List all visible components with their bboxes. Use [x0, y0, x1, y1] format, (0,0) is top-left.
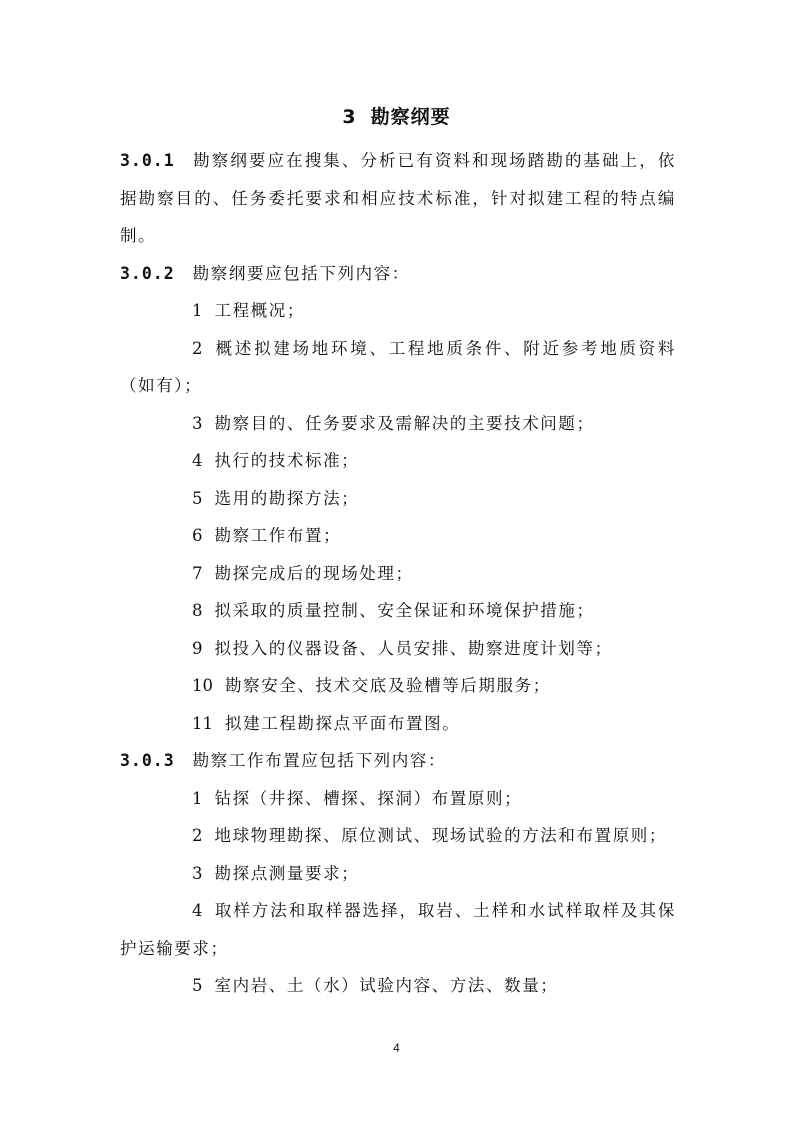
item-text: 勘察目的、任务要求及需解决的主要技术问题；: [214, 413, 595, 433]
clause-text: 勘察纲要应在搜集、分析已有资料和现场踏勘的基础上，依据勘察目的、任务委托要求和相应技术标准，针对拟建工程的特点编制。: [120, 151, 676, 245]
list-item: [120, 630, 676, 668]
clause-3-0-3: [120, 742, 676, 780]
clause-number: 3.0.3: [120, 751, 175, 770]
list-item: [120, 292, 676, 330]
list-item: [120, 967, 676, 1005]
item-number: 10: [192, 676, 213, 695]
list-item: [120, 780, 676, 818]
list-item: [120, 442, 676, 480]
item-number: 11: [192, 713, 213, 733]
item-text: 勘探点测量要求；: [214, 863, 360, 883]
clause-3-0-2: [120, 255, 676, 293]
item-text: 拟投入的仪器设备、人员安排、勘察进度计划等；: [214, 638, 613, 658]
item-number: 9: [192, 638, 203, 658]
item-number: 1: [192, 788, 203, 808]
item-text: 取样方法和取样器选择，取岩、土样和水试样取样及其保护运输要求；: [120, 901, 676, 958]
item-text: 勘察安全、技术交底及验槽等后期服务；: [225, 676, 551, 695]
clause-number: 3.0.1: [120, 151, 175, 170]
item-text: 室内岩、土（水）试验内容、方法、数量；: [214, 976, 559, 995]
item-number: 4: [192, 451, 203, 470]
list-item: [120, 855, 676, 893]
item-number: 6: [192, 526, 203, 545]
item-text: 拟建工程勘探点平面布置图。: [225, 713, 461, 733]
item-number: 5: [192, 488, 203, 508]
list-item: [120, 892, 676, 967]
item-number: 2: [192, 338, 203, 358]
item-number: 7: [192, 563, 203, 583]
item-number: 4: [192, 901, 203, 920]
item-text: 地球物理勘探、原位测试、现场试验的方法和布置原则；: [214, 826, 667, 845]
item-text: 工程概况；: [214, 301, 305, 320]
item-number: 5: [192, 976, 203, 995]
list-item: [120, 555, 676, 593]
list-item: [120, 330, 676, 405]
item-number: 2: [192, 826, 203, 845]
list-item: [120, 705, 676, 743]
item-number: 8: [192, 601, 203, 620]
list-item: [120, 480, 676, 518]
item-text: 勘察工作布置；: [214, 526, 342, 545]
list-item: [120, 592, 676, 630]
clause-3-0-1: [120, 142, 676, 255]
list-item: [120, 817, 676, 855]
item-text: 概述拟建场地环境、工程地质条件、附近参考地质资料（如有）；: [120, 338, 676, 395]
page-number: 4: [393, 1041, 400, 1055]
list-item: [120, 405, 676, 443]
chapter-title-text: 勘察纲要: [370, 106, 451, 128]
chapter-number: 3: [342, 106, 357, 128]
item-text: 选用的勘探方法；: [214, 488, 360, 508]
clause-text: 勘察工作布置应包括下列内容：: [192, 751, 447, 770]
clause-text: 勘察纲要应包括下列内容：: [192, 263, 410, 283]
item-number: 3: [192, 863, 203, 883]
clause-number: 3.0.2: [120, 263, 175, 283]
item-text: 拟采取的质量控制、安全保证和环境保护措施；: [214, 601, 595, 620]
list-item: [120, 667, 676, 705]
item-text: 钻探（井探、槽探、探洞）布置原则；: [214, 788, 523, 808]
item-number: 3: [192, 413, 203, 433]
document-body: [120, 142, 676, 1005]
list-item: [120, 517, 676, 555]
chapter-title: [0, 100, 793, 134]
item-text: 勘探完成后的现场处理；: [214, 563, 414, 583]
item-number: 1: [192, 301, 203, 320]
item-text: 执行的技术标准；: [214, 451, 360, 470]
